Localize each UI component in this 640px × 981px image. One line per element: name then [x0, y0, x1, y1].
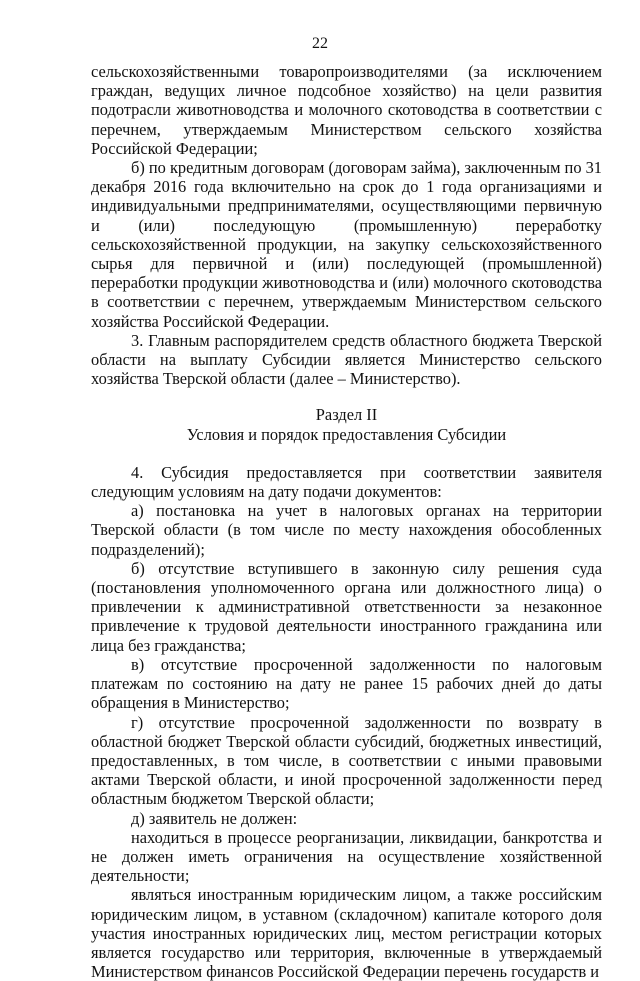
section-title: Условия и порядок предоставления Субсидии — [186, 424, 507, 444]
page-number: 22 — [312, 35, 328, 52]
spacer — [91, 388, 602, 405]
paragraph-4: 4. Субсидия предоставляется при соответствии заявителя следующим условиям на дату подачи документов: — [91, 462, 602, 502]
paragraph-condition-a: а) постановка на учет в налоговых органах на территории Тверской области (в том числе по месту нахождения обособленных подразделений); — [91, 501, 602, 559]
paragraph-continuation: сельскохозяйственными товаропроизводителями (за исключением граждан, ведущих личное подсобное хозяйство) на цели развития подотрасли животноводства и молочного скотоводства в соответствии с перечнем, утверждаемым Министерством сельского хозяйства Российской Федерации; — [91, 62, 602, 158]
spacer — [91, 444, 602, 463]
paragraph-condition-d: д) заявитель не должен: — [131, 808, 298, 828]
paragraph-condition-g: г) отсутствие просроченной задолженности по возврату в областной бюджет Тверской области субсидий, бюджетных инвестиций, предоставленных, в том числе, в соответствии с иными правовыми актами Тверской области, и иной просроченной задолженности перед областным бюджетом Тверской области; — [91, 712, 602, 809]
document-body — [91, 62, 602, 981]
paragraph-foreign-entity: являться иностранным юридическим лицом, а также российским юридическим лицом, в уставном (складочном) капитале которого доля участия иностранных юридических лиц, местом регистрации которых является государство или территория, включенные в утверждаемый Министерством финансов Российской Федерации перечень государств и — [91, 885, 602, 981]
paragraph-condition-b: б) отсутствие вступившего в законную силу решения суда (постановления уполномоченного органа или должностного лица) о привлечении к административной ответственности за незаконное привлечение к трудовой деятельности иностранного гражданина или лица без гражданства; — [91, 558, 602, 655]
paragraph-condition-v: в) отсутствие просроченной задолженности по налоговым платежам по состоянию на дату не ранее 15 рабочих дней до даты обращения в Министерство; — [91, 654, 602, 713]
paragraph-3: 3. Главным распорядителем средств областного бюджета Тверской области на выплату Субсидии является Министерство сельского хозяйства Тверской области (далее – Министерство). — [91, 330, 602, 389]
paragraph-item-b: б) по кредитным договорам (договорам займа), заключенным по 31 декабря 2016 года включительно на срок до 1 года организациями и индивидуальными предпринимателями, осуществляющими первичную и (или) последующую (промышленную) переработку сельскохозяйственной продукции, на закупку сельскохозяйственного сырья для первичной и (или) последующей (промышленной) переработки продукции животноводства и (или) молочного скотоводства в соответствии с перечнем, утверждаемым Министерством сельского хозяйства Российской Федерации. — [91, 158, 602, 331]
section-number: Раздел II — [315, 405, 378, 425]
paragraph-reorganization: находиться в процессе реорганизации, ликвидации, банкротства и не должен иметь ограничения на осуществление хозяйственной деятельности; — [91, 827, 602, 886]
